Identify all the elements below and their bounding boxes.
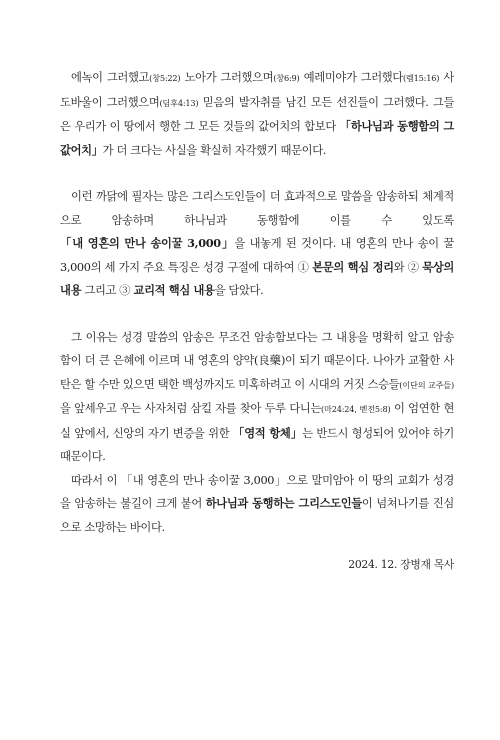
- emphasis-text: 교리적 핵심 내용: [133, 283, 215, 297]
- reference-note: (렘15:16): [402, 73, 440, 83]
- body-text: 사도바울이 그러했으며: [60, 71, 454, 109]
- reference-note: (딤후4:13): [159, 97, 199, 108]
- reference-note: (창6:9): [273, 73, 300, 83]
- body-text: 노아가 그러했으며: [180, 71, 274, 84]
- paragraph-4: [60, 469, 454, 540]
- preface-body: [60, 66, 454, 539]
- emphasis-text: 「영적 항체」: [232, 425, 303, 440]
- body-text: 는 반드시 형성되어 있어야 하기 때문이다.: [60, 426, 454, 463]
- body-text: 와 ②: [393, 260, 423, 274]
- paragraph-3: [60, 326, 454, 469]
- body-text: 그리고 ③: [81, 284, 134, 297]
- emphasis-text: 본문의 핵심 정리: [312, 259, 394, 274]
- body-text: 따라서 이 「내 영혼의 만나 송이꿀 3,000」으로 말미암아 이 땅의 교회가 성경을 암송하는 불길이 크게 붙어: [60, 473, 454, 510]
- emphasis-text: 「하나님과 동행함의 그 값어치」: [60, 119, 454, 157]
- paragraph-gap: [60, 303, 454, 326]
- paragraph-2: [60, 185, 454, 303]
- body-text: 이 엄연한 현실 앞에서, 신앙의 자기 변증을 위한: [60, 402, 455, 440]
- body-text: 가 더 크다는 사실을 확실히 자각했기 때문이다.: [102, 143, 327, 157]
- paragraph-1: [60, 66, 454, 162]
- reference-note: (창5:22): [149, 73, 181, 83]
- paragraph-gap: [60, 162, 454, 185]
- body-text: 을 내놓게 된 것이다. 내 영혼의 만나 송이 꿀 3,000의 세 가지 주요 특징은 성경 구절에 대하여 ①: [60, 237, 454, 274]
- emphasis-text: 「내 영혼의 만나 송이꿀 3,000」: [60, 236, 235, 250]
- body-text: 이런 까닭에 필자는 많은 그리스도인들이 더 효과적으로 말씀을 암송하되 체계적으로 암송하며 하나님과 동행함에 이를 수 있도록: [60, 190, 454, 227]
- body-text: 에녹이 그러했고: [71, 71, 150, 84]
- body-text: 을 담았다.: [214, 284, 264, 297]
- emphasis-text: 하나님과 동행하는 그리스도인들: [205, 496, 362, 510]
- emphasis-text: 묵상의 내용: [60, 259, 454, 297]
- body-text: 그 이유는 성경 말씀의 암송은 무조건 암송함보다는 그 내용을 명확히 알고 암송함이 더 큰 은혜에 이르며 내 영혼의 양약(良藥)이 되기 때문이다. 나아가 교활한 사탄은 할 수만 있으면 택한 백성까지도 미혹하려고 이 시대의 거짓 스승들: [60, 330, 454, 391]
- body-text: 이 넘쳐나기를 진심으로 소망하는 바이다.: [60, 497, 454, 534]
- signature: 2024. 12. 장병재 목사: [348, 558, 454, 571]
- body-text: 을 앞세우고 우는 사자처럼 삼킬 자를 찾아 두루 다니는: [60, 402, 322, 415]
- body-text: 예레미야가 그러했다: [299, 71, 403, 84]
- body-text: 믿음의 발자취를 남긴 모든 선진들이 그러했다. 그들은 우리가 이 땅에서 행한 그 모든 것들의 값어치의 합보다: [60, 95, 455, 133]
- reference-note: (이단의 교주들): [399, 379, 454, 390]
- reference-note: (마24:24, 벧전5:8): [321, 404, 391, 414]
